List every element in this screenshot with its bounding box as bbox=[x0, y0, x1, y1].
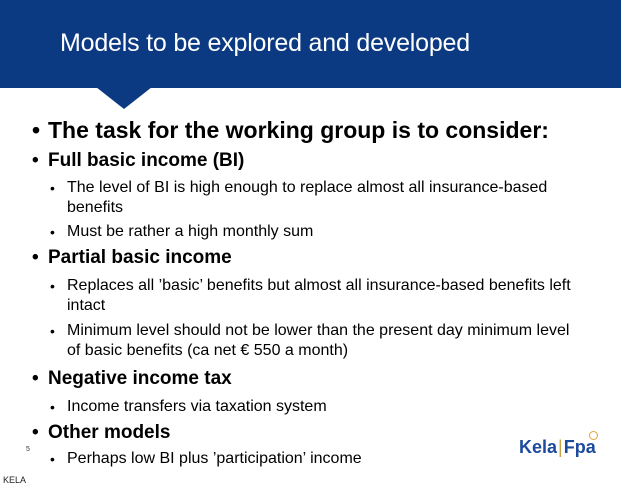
partial-bi-item-1-line-2: intact bbox=[67, 297, 106, 314]
full-bi-item-1-line-1: The level of BI is high enough to replace almost all insurance-based bbox=[67, 179, 548, 196]
other-heading bbox=[32, 422, 170, 444]
full-bi-heading bbox=[32, 150, 244, 172]
logo-separator: | bbox=[558, 437, 563, 457]
bullet-dot: • bbox=[32, 368, 39, 389]
bullet-dot: • bbox=[50, 224, 55, 240]
nit-item-1-text: Income transfers via taxation system bbox=[67, 398, 327, 415]
intro-text: The task for the working group is to consider: bbox=[48, 117, 549, 143]
logo-left: Kela bbox=[519, 437, 558, 457]
bullet-dot: • bbox=[32, 117, 41, 143]
bullet-dot: • bbox=[50, 451, 55, 467]
bullet-dot: • bbox=[50, 323, 55, 339]
bullet-dot: • bbox=[50, 180, 55, 196]
full-bi-heading-text: Full basic income (BI) bbox=[48, 150, 245, 171]
partial-bi-heading bbox=[32, 247, 232, 269]
slide-header bbox=[0, 0, 621, 88]
partial-bi-item-1-line-1: Replaces all ’basic’ benefits but almost all insurance-based benefits left bbox=[67, 277, 571, 294]
slide-number: 5 bbox=[26, 446, 30, 453]
header-notch bbox=[96, 87, 152, 109]
nit-item-1 bbox=[50, 397, 327, 417]
partial-bi-heading-text: Partial basic income bbox=[48, 247, 232, 268]
full-bi-item-1-line-2: benefits bbox=[67, 199, 124, 216]
slide-title: Models to be explored and developed bbox=[60, 29, 470, 57]
nit-heading bbox=[32, 368, 232, 390]
bullet-dot: • bbox=[32, 247, 39, 268]
partial-bi-item-2-line-2: of basic benefits (ca net € 550 a month) bbox=[67, 342, 349, 359]
full-bi-item-1 bbox=[50, 178, 547, 218]
nit-heading-text: Negative income tax bbox=[48, 368, 232, 389]
intro-bullet bbox=[32, 117, 549, 144]
kela-fpa-logo bbox=[519, 437, 596, 458]
partial-bi-item-2 bbox=[50, 321, 569, 361]
bullet-dot: • bbox=[32, 422, 39, 443]
partial-bi-item-1 bbox=[50, 276, 571, 316]
logo-mark-icon bbox=[589, 431, 598, 440]
bullet-dot: • bbox=[32, 150, 39, 171]
footer-label: KELA bbox=[3, 475, 27, 485]
bullet-dot: • bbox=[50, 278, 55, 294]
bullet-dot: • bbox=[50, 399, 55, 415]
logo-right: Fpa bbox=[563, 437, 596, 457]
other-item-1-text: Perhaps low BI plus ’participation’ income bbox=[67, 450, 362, 467]
partial-bi-item-2-line-1: Minimum level should not be lower than the present day minimum level bbox=[67, 322, 570, 339]
other-item-1 bbox=[50, 449, 362, 469]
other-heading-text: Other models bbox=[48, 422, 171, 443]
full-bi-item-2-text: Must be rather a high monthly sum bbox=[67, 223, 314, 240]
full-bi-item-2 bbox=[50, 222, 313, 242]
